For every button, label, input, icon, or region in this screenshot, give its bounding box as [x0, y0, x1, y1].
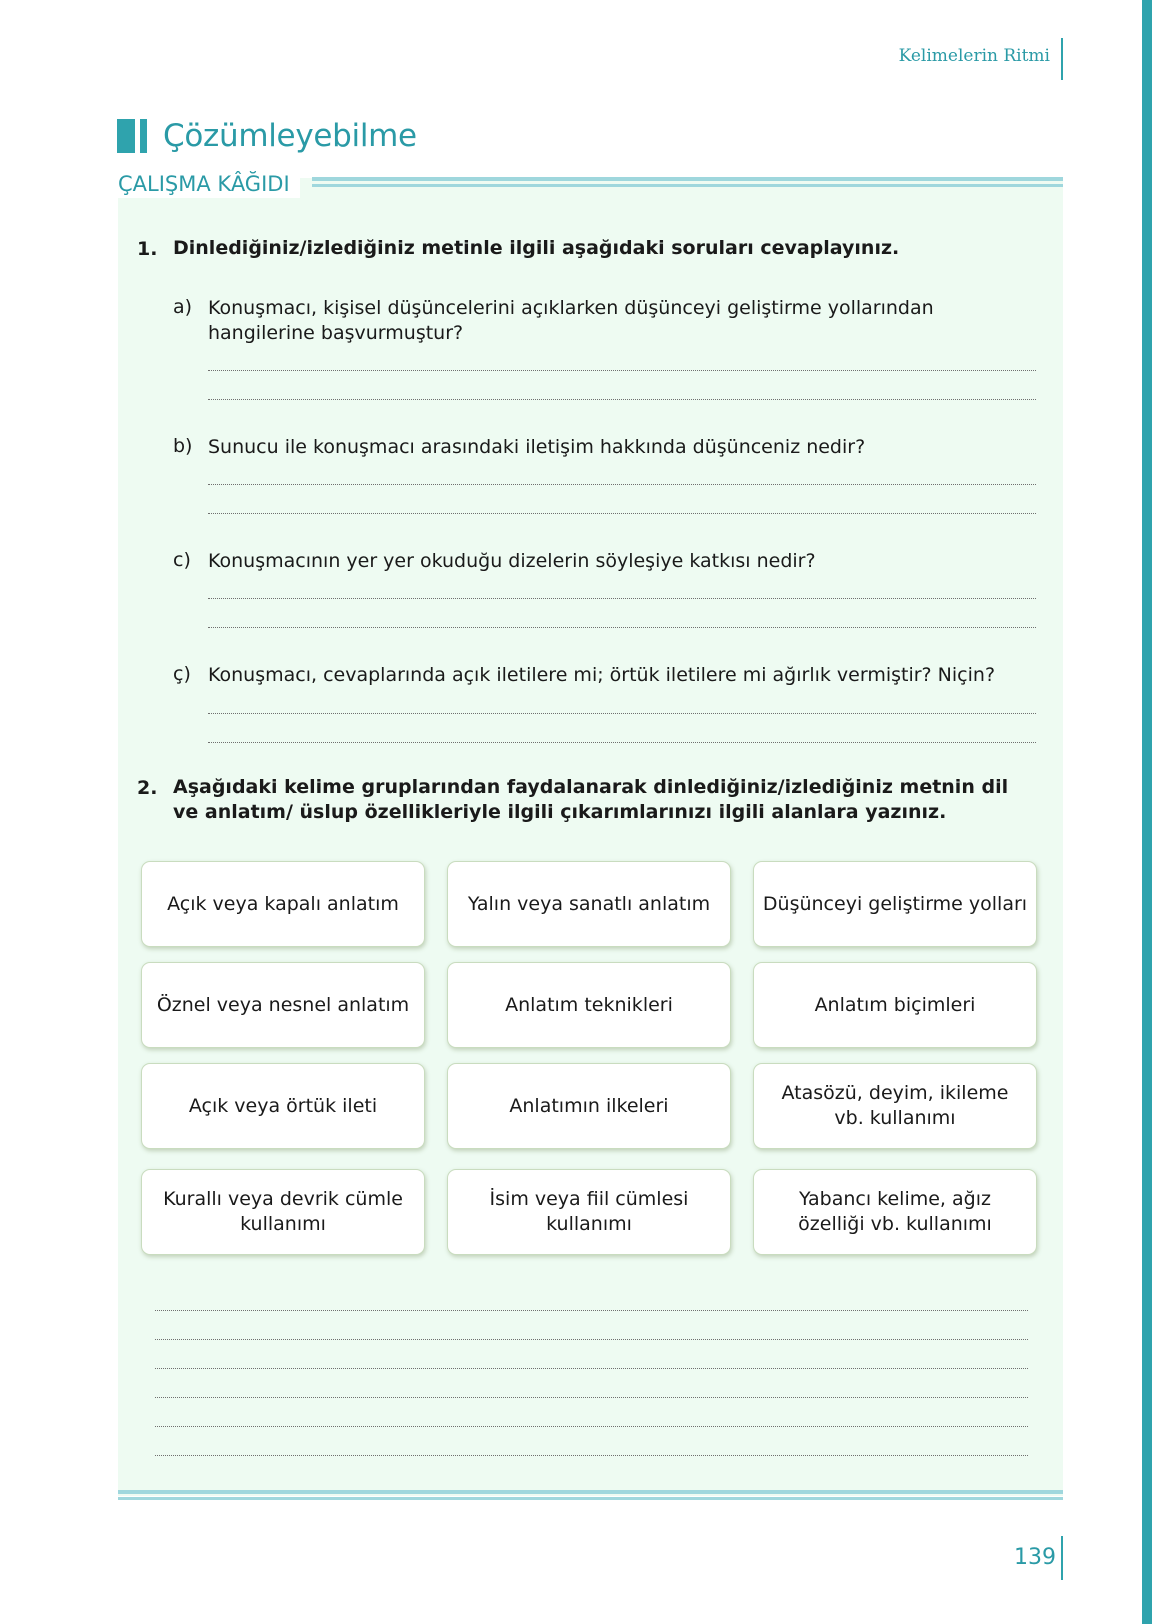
- word-group-box: [753, 962, 1037, 1048]
- word-group-box: [753, 1169, 1037, 1255]
- sheet-bottom-rule: [118, 1490, 1063, 1494]
- word-group-box: [753, 1063, 1037, 1149]
- sub-question-letter: ç): [173, 663, 191, 685]
- worksheet-label: ÇALIŞMA KÂĞIDI: [118, 170, 300, 198]
- sub-question-letter: c): [173, 549, 191, 571]
- page-edge-stripe: [1142, 0, 1152, 1624]
- answer-line[interactable]: [208, 713, 1036, 714]
- section-title: Çözümleyebilme: [163, 118, 417, 154]
- question-text: Aşağıdaki kelime gruplarından faydalanarak dinlediğiniz/izlediğiniz metnin dil ve anlatım/ üslup özellikleriyle ilgili çıkarımlarınızı ilgili alanlara yazınız.: [173, 776, 1009, 823]
- word-group-label: Kurallı veya devrik cümle kullanımı: [163, 1188, 403, 1235]
- sheet-top-rule: [312, 177, 1063, 181]
- word-group-label: Açık veya örtük ileti: [188, 1094, 378, 1117]
- answer-line[interactable]: [208, 399, 1036, 400]
- word-group-box: [141, 962, 425, 1048]
- answer-line[interactable]: [208, 742, 1036, 743]
- answer-line[interactable]: [208, 484, 1036, 485]
- sub-question-letter: b): [173, 435, 193, 457]
- sub-question-text: Konuşmacının yer yer okuduğu dizelerin söyleşiye katkısı nedir?: [208, 550, 816, 572]
- running-header: Kelimelerin Ritmi: [898, 46, 1050, 66]
- worksheet-panel: [118, 178, 1063, 1496]
- sub-question-letter: a): [173, 296, 193, 318]
- question-number: 1.: [137, 238, 158, 260]
- answer-line[interactable]: [208, 598, 1036, 599]
- word-group-box: [447, 1063, 731, 1149]
- answer-line[interactable]: [155, 1455, 1028, 1456]
- sub-question-text: Konuşmacı, cevaplarında açık iletilere mi; örtük iletilere mi ağırlık vermiştir? Niçin?: [208, 664, 996, 686]
- page-number: 139: [1014, 1545, 1056, 1570]
- sheet-top-rule: [312, 184, 1063, 187]
- question-number: 2.: [137, 777, 158, 799]
- word-group-box: [447, 962, 731, 1048]
- footer-divider: [1061, 1536, 1063, 1580]
- answer-line[interactable]: [155, 1426, 1028, 1427]
- word-group-label: Açık veya kapalı anlatım: [167, 892, 399, 915]
- answer-line[interactable]: [208, 370, 1036, 371]
- word-group-label: Düşünceyi geliştirme yolları: [762, 892, 1028, 915]
- word-group-label: Anlatım teknikleri: [505, 993, 673, 1016]
- answer-line[interactable]: [155, 1339, 1028, 1340]
- word-group-box: [141, 861, 425, 947]
- answer-line[interactable]: [155, 1310, 1028, 1311]
- sub-question-text: Konuşmacı, kişisel düşüncelerini açıklarken düşünceyi geliştirme yollarından hangilerine başvurmuştur?: [208, 297, 934, 344]
- word-group-label: Atasözü, deyim, ikileme vb. kullanımı: [781, 1082, 1009, 1129]
- word-group-box: [753, 861, 1037, 947]
- word-group-box: [447, 861, 731, 947]
- word-group-label: Öznel veya nesnel anlatım: [156, 993, 410, 1016]
- word-group-label: Anlatım biçimleri: [814, 993, 976, 1016]
- word-group-label: Yabancı kelime, ağız özelliği vb. kullanımı: [798, 1188, 992, 1235]
- answer-line[interactable]: [155, 1368, 1028, 1369]
- word-group-box: [141, 1063, 425, 1149]
- sheet-bottom-rule: [118, 1497, 1063, 1500]
- sub-question-text: Sunucu ile konuşmacı arasındaki iletişim hakkında düşünceniz nedir?: [208, 436, 866, 458]
- header-divider: [1061, 38, 1063, 80]
- word-group-box: [447, 1169, 731, 1255]
- word-group-box: [141, 1169, 425, 1255]
- word-group-label: Yalın veya sanatlı anlatım: [467, 892, 711, 915]
- word-group-label: İsim veya fiil cümlesi kullanımı: [489, 1188, 689, 1235]
- answer-line[interactable]: [155, 1397, 1028, 1398]
- answer-line[interactable]: [208, 513, 1036, 514]
- answer-line[interactable]: [208, 627, 1036, 628]
- word-group-label: Anlatımın ilkeleri: [509, 1094, 669, 1117]
- question-text: Dinlediğiniz/izlediğiniz metinle ilgili aşağıdaki soruları cevaplayınız.: [173, 237, 900, 259]
